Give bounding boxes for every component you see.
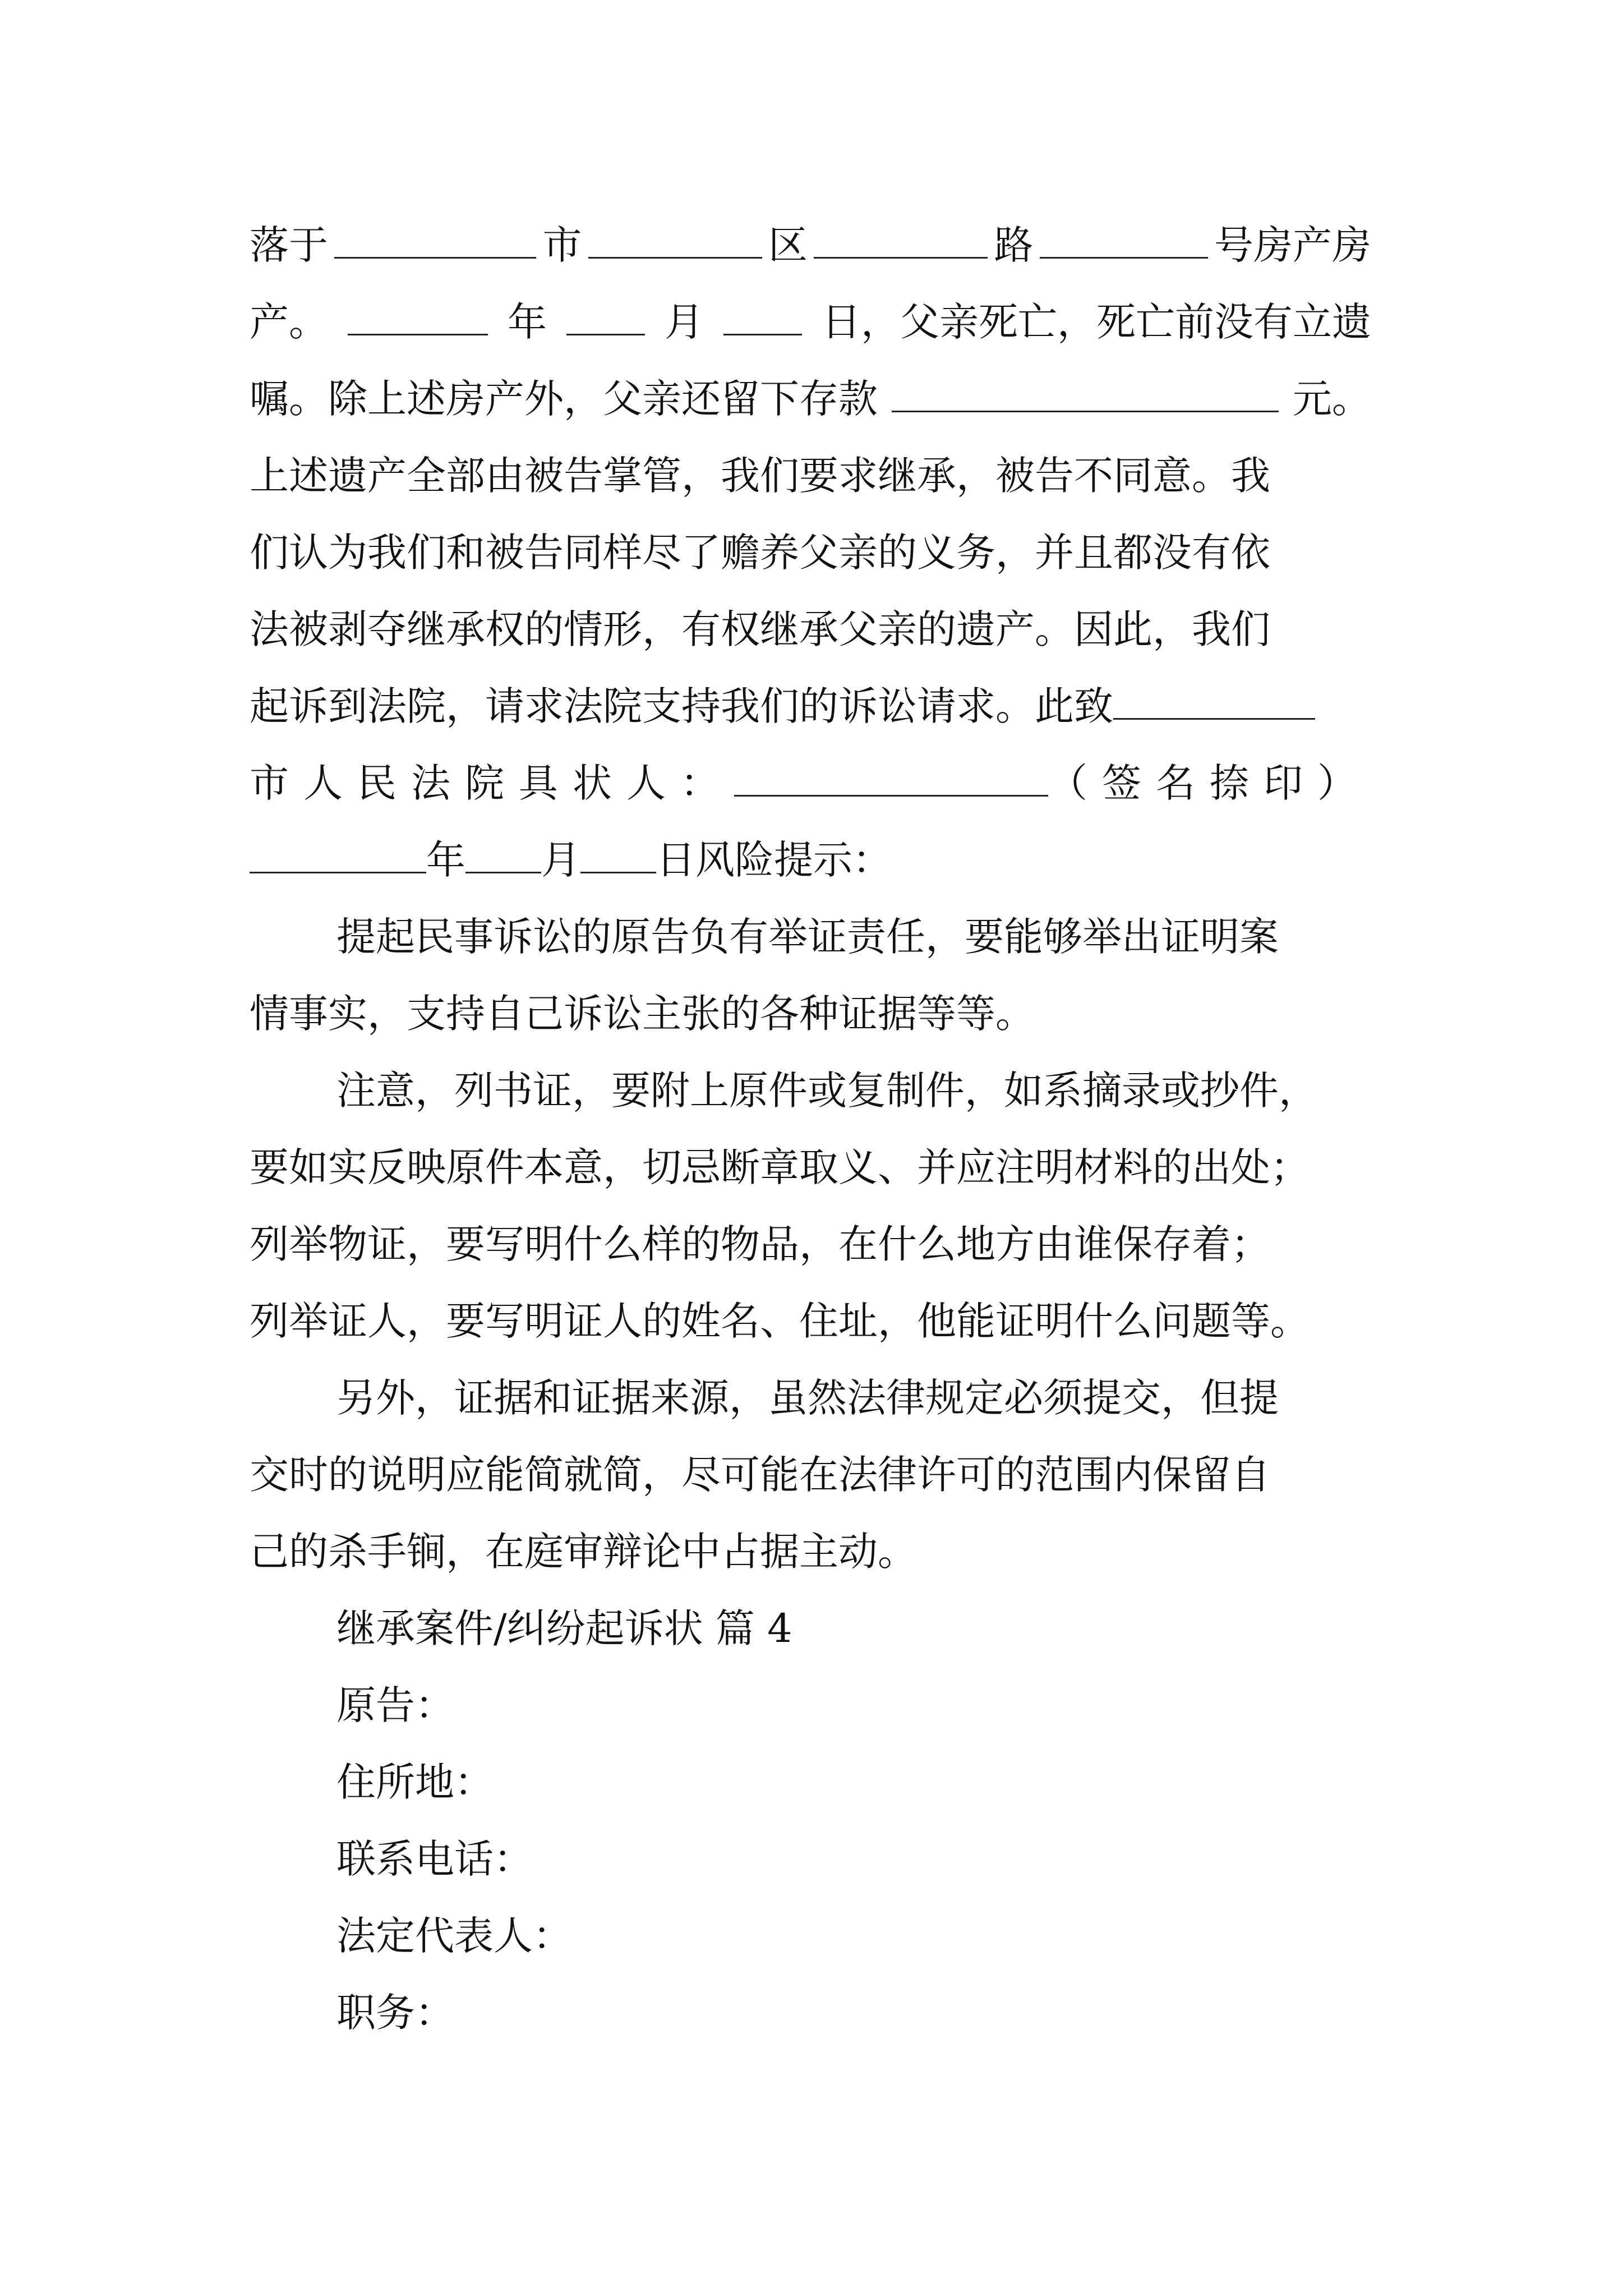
fill-in-blank-month xyxy=(566,297,645,335)
text-fragment: 号房产房 xyxy=(1214,222,1371,268)
field-label-plaintiff: 原告： xyxy=(336,1682,454,1728)
paragraph-risk-notice-line-1: 提起民事诉讼的原告负有举证责任，要能够举出证明案 xyxy=(336,914,1279,960)
text-fragment: 嘱。除上述房产外，父亲还留下存款 xyxy=(250,376,878,422)
field-label-legal-representative: 法定代表人： xyxy=(336,1913,572,1959)
fill-in-blank-city xyxy=(334,220,536,259)
field-label-phone: 联系电话： xyxy=(336,1836,533,1882)
text-line-8 xyxy=(250,755,1371,811)
text-fragment: 月 xyxy=(541,837,580,883)
fill-in-blank-plaintiff-signature xyxy=(734,758,1048,797)
fill-in-blank-district xyxy=(588,220,762,259)
fill-in-blank-number xyxy=(1040,220,1208,259)
text-fragment: 月 xyxy=(665,299,704,345)
text-fragment: 区 xyxy=(768,222,808,268)
text-line-3 xyxy=(250,371,1371,427)
field-label-address: 住所地： xyxy=(336,1759,494,1805)
text-fragment: 产。 xyxy=(250,299,328,345)
text-line-6: 法被剥夺继承权的情形，有权继承父亲的遗产。因此，我们 xyxy=(250,606,1270,652)
text-fragment: 日，父亲死亡，死亡前没有立遗 xyxy=(822,299,1371,345)
fill-in-blank-month xyxy=(465,835,541,873)
fill-in-blank-year xyxy=(250,835,426,873)
text-line-4: 上述遗产全部由被告掌管，我们要求继承，被告不同意。我 xyxy=(250,453,1270,499)
text-fragment: （签名捺印） xyxy=(1048,760,1371,806)
text-fragment: 年 xyxy=(426,837,465,883)
section-heading: 继承案件/纠纷起诉状 篇 4 xyxy=(336,1605,792,1651)
paragraph-evidence-line-2: 要如实反映原件本意，切忌断章取义、并应注明材料的出处； xyxy=(250,1144,1310,1190)
paragraph-evidence-line-4: 列举证人，要写明证人的姓名、住址，他能证明什么问题等。 xyxy=(250,1298,1310,1344)
text-fragment: 路 xyxy=(994,222,1034,268)
paragraph-evidence-source-line-3: 己的杀手锏，在庭审辩论中占据主动。 xyxy=(250,1529,917,1575)
text-line-1 xyxy=(250,217,1371,273)
text-line-9 xyxy=(250,832,1371,888)
paragraph-evidence-line-3: 列举物证，要写明什么样的物品，在什么地方由谁保存着； xyxy=(250,1221,1270,1267)
paragraph-evidence-source-line-2: 交时的说明应能简就简，尽可能在法律许可的范围内保留自 xyxy=(250,1452,1270,1498)
text-fragment: 年 xyxy=(508,299,547,345)
text-line-2 xyxy=(250,294,1371,350)
text-fragment: 日风险提示： xyxy=(656,837,892,883)
fill-in-blank-court-city xyxy=(1113,681,1315,720)
paragraph-evidence-source-line-1: 另外，证据和证据来源，虽然法律规定必须提交，但提 xyxy=(336,1375,1279,1421)
text-fragment: 市人民法院具状人： xyxy=(250,760,734,806)
text-line-7 xyxy=(250,678,1371,734)
fill-in-blank-day xyxy=(580,835,656,873)
fill-in-blank-deposit-amount xyxy=(892,374,1279,412)
field-label-position: 职务： xyxy=(336,1990,454,2036)
fill-in-blank-year xyxy=(348,297,488,335)
text-fragment: 落于 xyxy=(250,222,328,268)
paragraph-evidence-line-1: 注意，列书证，要附上原件或复制件，如系摘录或抄件， xyxy=(336,1068,1318,1114)
text-fragment: 元。 xyxy=(1293,376,1371,422)
fill-in-blank-road xyxy=(814,220,988,259)
paragraph-risk-notice-line-2: 情事实，支持自己诉讼主张的各种证据等等。 xyxy=(250,991,1035,1037)
text-fragment: 起诉到法院，请求法院支持我们的诉讼请求。此致 xyxy=(250,683,1113,729)
text-line-5: 们认为我们和被告同样尽了赡养父亲的义务，并且都没有依 xyxy=(250,530,1270,576)
fill-in-blank-day xyxy=(723,297,802,335)
text-fragment: 市 xyxy=(542,222,582,268)
